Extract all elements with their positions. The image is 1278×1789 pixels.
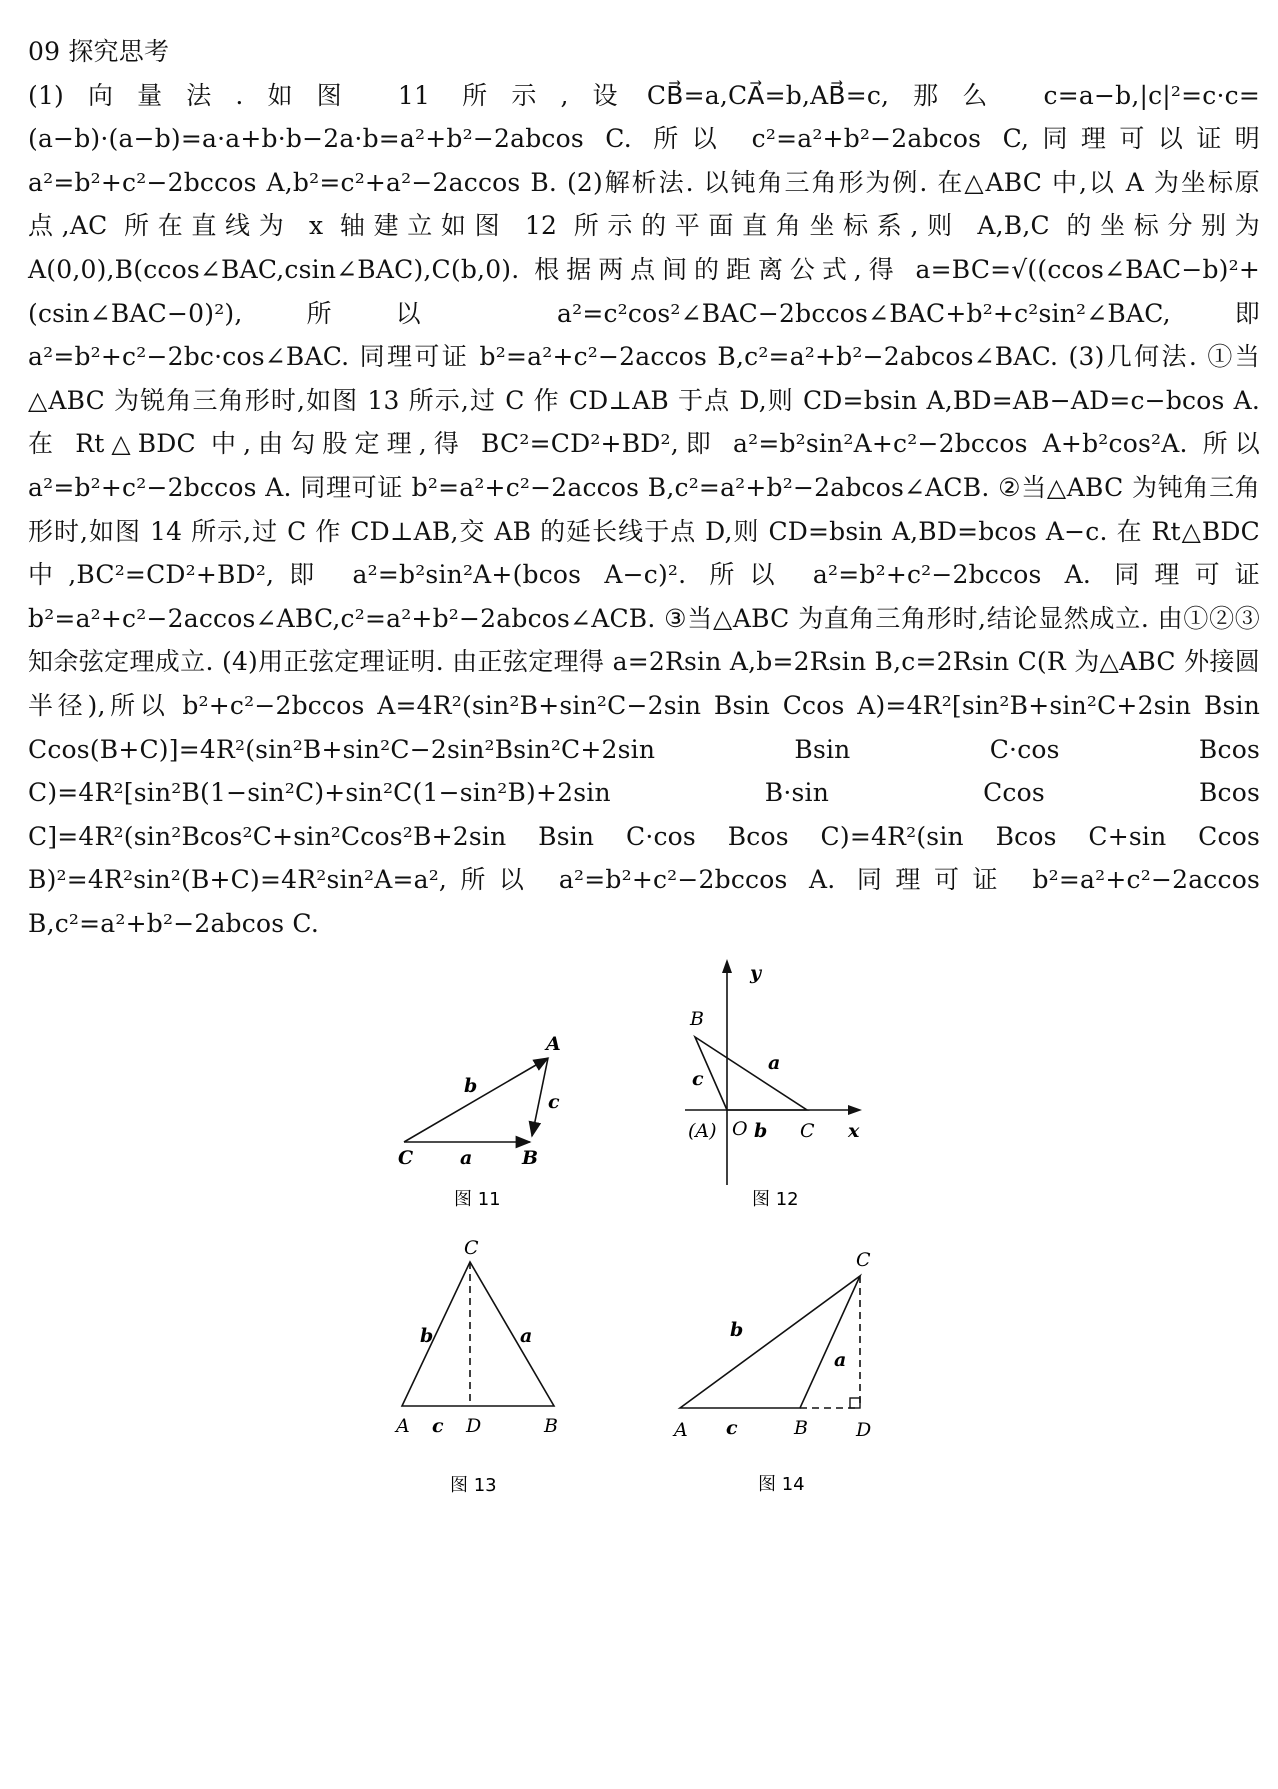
- label-c: c: [692, 1068, 704, 1090]
- label-c: c: [726, 1417, 738, 1439]
- label-a: a: [460, 1147, 473, 1169]
- figure-12: [680, 955, 880, 1210]
- figure-11-caption: 图 11: [454, 1189, 501, 1210]
- figure-14: [670, 1238, 900, 1508]
- label-B: B: [690, 1008, 704, 1030]
- label-B: B: [794, 1417, 808, 1439]
- figure-12-caption: 图 12: [752, 1189, 799, 1210]
- vector-b-line: [404, 1058, 548, 1142]
- right-angle-mark: [850, 1398, 860, 1408]
- label-A: A: [674, 1419, 688, 1441]
- label-C: C: [464, 1237, 479, 1259]
- label-D: D: [856, 1419, 872, 1441]
- section-title: 09 探究思考: [28, 37, 170, 66]
- triangle-ABC: [695, 1037, 807, 1110]
- proof-text: [28, 30, 1260, 945]
- proof-paragraph: (1)向量法.如图 11 所示,设 CB⃗=a,CA⃗=b,AB⃗=c,那么 c=a−b,|c|²=c·c=(a−b)·(a−b)=a·a+b·b−2a·b=a²+b²−2abcos C. 所以 c²=a²+b²−2abcos C,同理可以证明 a²=b²+c²−2bccos A,b²=c²+a²−2accos B. (2)解析法. 以钝角三角形为例. 在△ABC 中,以 A 为坐标原点,AC 所在直线为 x 轴建立如图 12 所示的平面直角坐标系,则 A,B,C 的坐标分别为 A(0,0),B(ccos∠BAC,csin∠BAC),C(b,0). 根据两点间的距离公式,得 a=BC=√((ccos∠BAC−b)²+(csin∠BAC−0)²),所以 a²=c²cos²∠BAC−2bccos∠BAC+b²+c²sin²∠BAC,即 a²=b²+c²−2bc·cos∠BAC. 同理可证 b²=a²+c²−2accos B,c²=a²+b²−2abcos∠BAC. (3)几何法. ①当△ABC 为锐角三角形时,如图 13 所示,过 C 作 CD⊥AB 于点 D,则 CD=bsin A,BD=AB−AD=c−bcos A. 在 Rt△BDC 中,由勾股定理,得 BC²=CD²+BD²,即 a²=b²sin²A+c²−2bccos A+b²cos²A. 所以 a²=b²+c²−2bccos A. 同理可证 b²=a²+c²−2accos B,c²=a²+b²−2abcos∠ACB. ②当△ABC 为钝角三角形时,如图 14 所示,过 C 作 CD⊥AB,交 AB 的延长线于点 D,则 CD=bsin A,BD=bcos A−c. 在 Rt△BDC 中,BC²=CD²+BD²,即 a²=b²sin²A+(bcos A−c)². 所以 a²=b²+c²−2bccos A. 同理可证 b²=a²+c²−2accos∠ABC,c²=a²+b²−2abcos∠ACB. ③当△ABC 为直角三角形时,结论显然成立. 由①②③知余弦定理成立. (4)用正弦定理证明. 由正弦定理得 a=2Rsin A,b=2Rsin B,c=2Rsin C(R 为△ABC 外接圆半径),所以 b²+c²−2bccos A=4R²(sin²B+sin²C−2sin Bsin Ccos A)=4R²[sin²B+sin²C+2sin Bsin Ccos(B+C)]=4R²(sin²B+sin²C−2sin²Bsin²C+2sin Bsin C·cos Bcos C)=4R²[sin²B(1−sin²C)+sin²C(1−sin²B)+2sin B·sin Ccos Bcos C]=4R²(sin²Bcos²C+sin²Ccos²B+2sin Bsin C·cos Bcos C)=4R²(sin Bcos C+sin Ccos B)²=4R²sin²(B+C)=4R²sin²A=a²,所以 a²=b²+c²−2bccos A. 同理可证 b²=a²+c²−2accos B,c²=a²+b²−2abcos C.: [28, 80, 1260, 938]
- figure-13-diagram: [390, 1236, 580, 1506]
- figure-12-diagram: [680, 955, 880, 1210]
- label-C: C: [800, 1120, 815, 1142]
- label-b: b: [420, 1325, 434, 1347]
- figure-11: [380, 1020, 600, 1210]
- label-a: a: [768, 1052, 781, 1074]
- figure-13: [390, 1236, 580, 1506]
- label-x: x: [848, 1120, 860, 1142]
- label-A: A: [396, 1415, 410, 1437]
- triangle-ABC: [680, 1276, 860, 1408]
- x-axis-arrow: [848, 1105, 862, 1115]
- y-axis-arrow: [722, 959, 732, 973]
- label-a: a: [834, 1349, 847, 1371]
- label-c: c: [548, 1091, 560, 1113]
- label-C: C: [856, 1249, 871, 1271]
- label-b: b: [754, 1120, 768, 1142]
- label-c: c: [432, 1415, 444, 1437]
- label-O: O: [732, 1118, 748, 1140]
- label-D: D: [466, 1415, 482, 1437]
- figure-13-caption: 图 13: [450, 1475, 497, 1496]
- label-a: a: [520, 1325, 533, 1347]
- figure-14-diagram: [670, 1238, 900, 1508]
- label-B: B: [522, 1147, 539, 1169]
- label-y: y: [750, 962, 762, 984]
- figure-11-diagram: [380, 1020, 600, 1210]
- vector-c-line: [532, 1058, 548, 1136]
- label-B: B: [544, 1415, 558, 1437]
- label-C: C: [398, 1147, 414, 1169]
- label-A: (A): [688, 1120, 717, 1142]
- label-A: A: [546, 1033, 561, 1055]
- figure-14-caption: 图 14: [758, 1474, 805, 1495]
- label-b: b: [464, 1075, 478, 1097]
- label-b: b: [730, 1319, 744, 1341]
